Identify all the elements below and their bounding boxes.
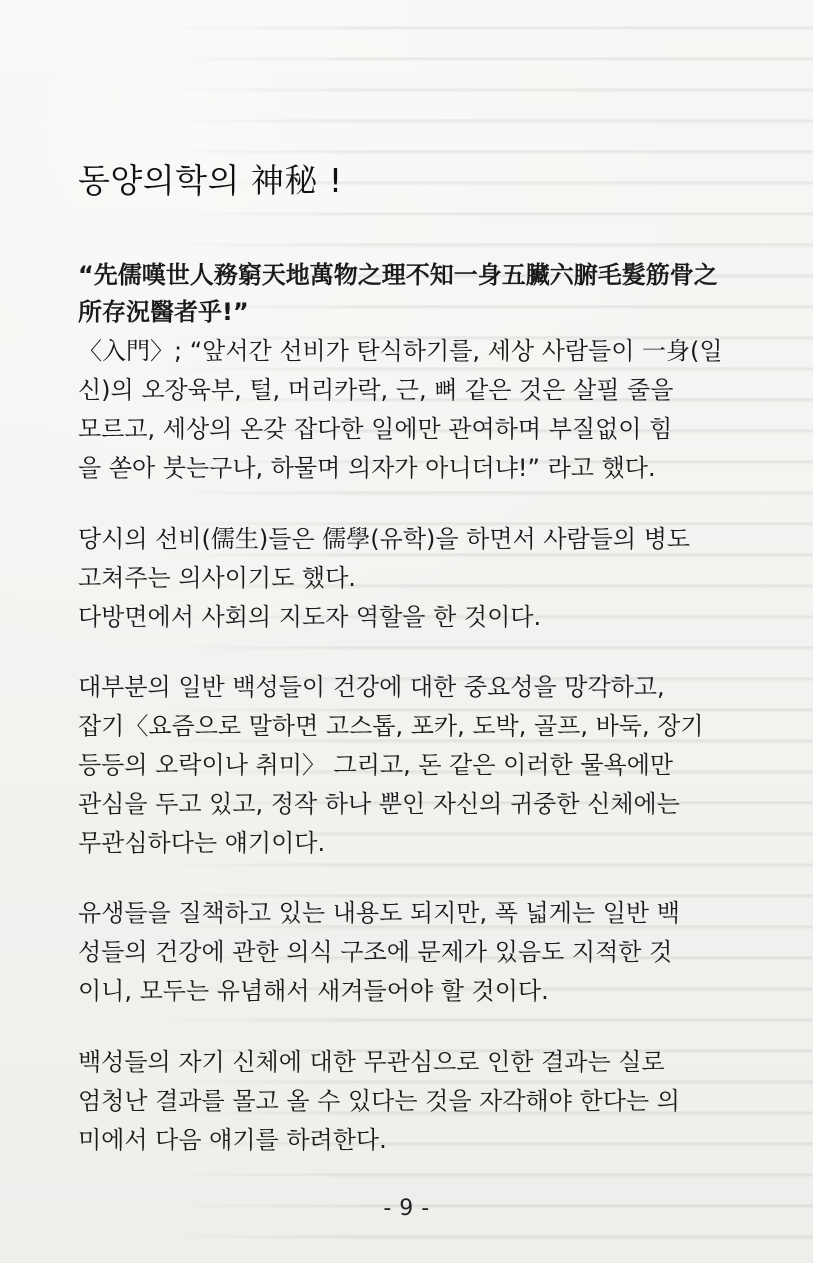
quote-line-1: “先儒嘆世人務窮天地萬物之理不知一身五臟六腑毛髮筋骨之 (78, 261, 718, 289)
public-health-line-2: 잡기〈요즘으로 말하면 고스톱, 포카, 도박, 골프, 바둑, 장기 (78, 712, 704, 740)
classical-quote (78, 257, 724, 331)
page-title: 동양의학의 神秘 ! (78, 161, 343, 200)
public-health-line-4: 관심을 두고 있고, 정작 하나 뿐인 자신의 귀중한 신체에는 (78, 790, 680, 818)
criticism-line-3: 이니, 모두는 유념해서 새겨들어야 할 것이다. (78, 977, 549, 1005)
public-health-line-5: 무관심하다는 얘기이다. (78, 829, 326, 857)
public-health-paragraph (78, 668, 724, 863)
public-health-line-1: 대부분의 일반 백성들이 건강에 대한 중요성을 망각하고, (78, 673, 665, 701)
conclusion-line-2: 엄청난 결과를 몰고 올 수 있다는 것을 자각해야 한다는 의 (78, 1087, 680, 1115)
conclusion-line-1: 백성들의 자기 신체에 대한 무관심으로 인한 결과는 실로 (78, 1048, 665, 1076)
translation-line-2: 신)의 오장육부, 털, 머리카락, 근, 뼈 같은 것은 살필 줄을 (78, 376, 674, 404)
translation-line-1: 〈入門〉; “앞서간 선비가 탄식하기를, 세상 사람들이 一身(일 (78, 337, 723, 365)
page-number: - 9 - (383, 1196, 430, 1221)
translation-paragraph (78, 332, 724, 488)
scholar-paragraph (78, 520, 724, 637)
translation-line-4: 을 쏟아 붓는구나, 하물며 의자가 아니더냐!” 라고 했다. (78, 454, 656, 482)
public-health-line-3: 등등의 오락이나 취미〉 그리고, 돈 같은 이러한 물욕에만 (78, 751, 674, 779)
scholar-line-3: 다방면에서 사회의 지도자 역할을 한 것이다. (78, 603, 542, 631)
scholar-line-2: 고쳐주는 의사이기도 했다. (78, 564, 356, 592)
scholar-line-1: 당시의 선비(儒生)들은 儒學(유학)을 하면서 사람들의 병도 (78, 525, 691, 553)
criticism-line-2: 성들의 건강에 관한 의식 구조에 문제가 있음도 지적한 것 (78, 938, 673, 966)
criticism-line-1: 유생들을 질책하고 있는 내용도 되지만, 폭 넓게는 일반 백 (78, 899, 680, 927)
conclusion-paragraph (78, 1043, 724, 1160)
criticism-paragraph (78, 894, 724, 1011)
translation-line-3: 모르고, 세상의 온갖 잡다한 일에만 관여하며 부질없이 힘 (78, 415, 673, 443)
quote-line-2: 所存況醫者乎!” (78, 298, 249, 326)
conclusion-line-3: 미에서 다음 얘기를 하려한다. (78, 1126, 387, 1154)
